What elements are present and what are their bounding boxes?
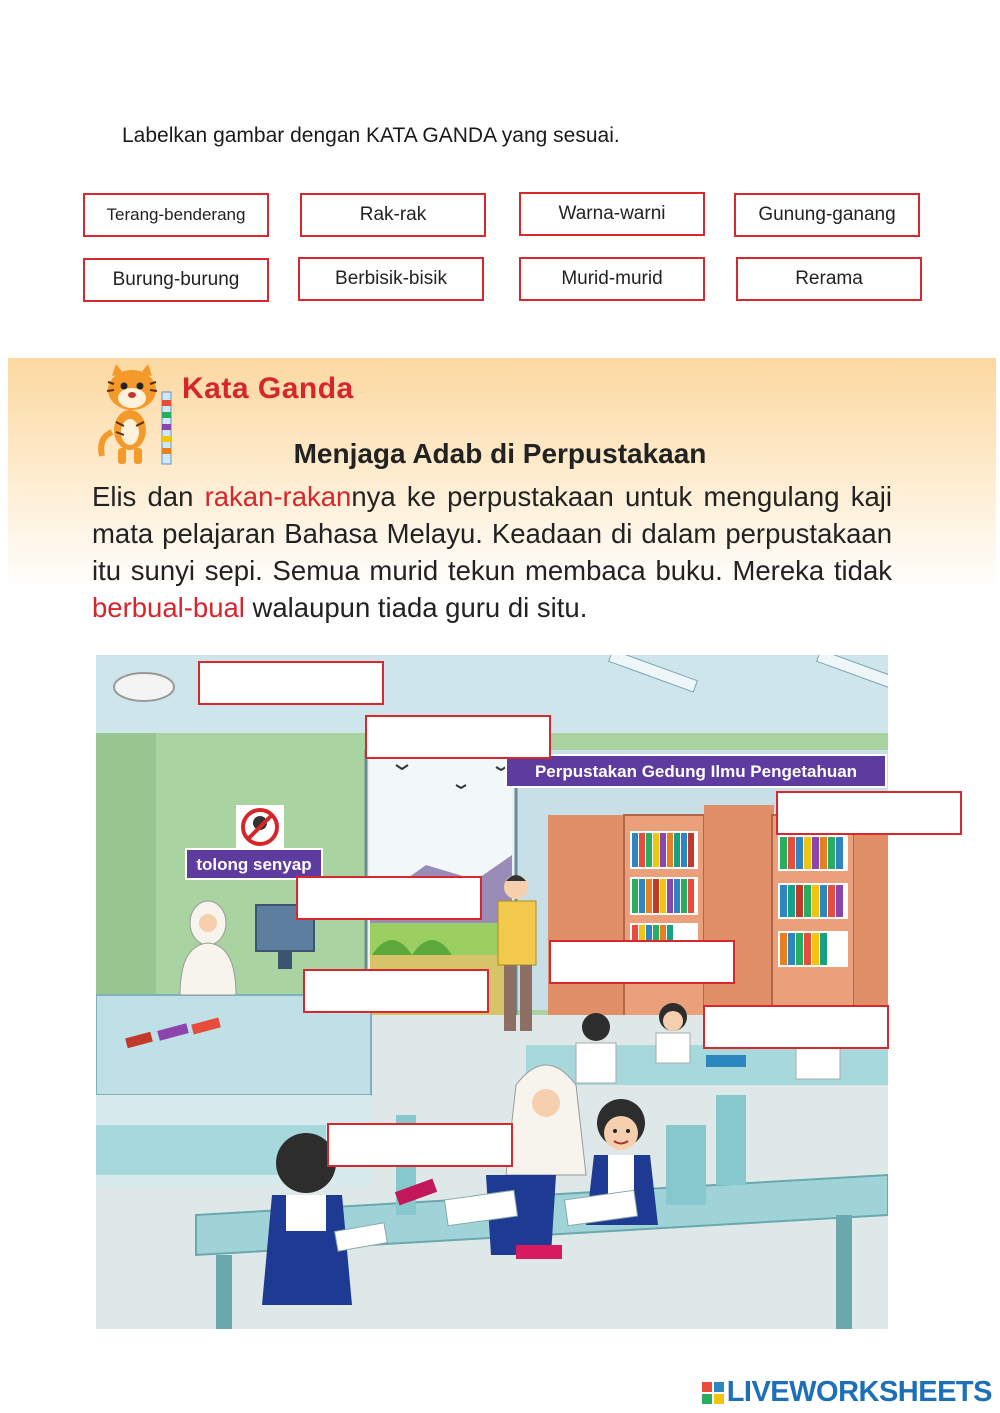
library-sign: Perpustakan Gedung Ilmu Pengetahuan bbox=[534, 762, 858, 781]
word-option[interactable]: Rerama bbox=[736, 257, 922, 301]
answer-box[interactable] bbox=[365, 715, 551, 759]
story-title: Menjaga Adab di Perpustakaan bbox=[293, 438, 707, 469]
word-option[interactable]: Terang-benderang bbox=[83, 193, 269, 237]
word-option[interactable]: Gunung-ganang bbox=[734, 193, 920, 237]
instruction-text: Labelkan gambar dengan KATA GANDA yang sesuai. bbox=[122, 124, 620, 147]
story-text: nya ke perpustakaan untuk mengulang kaji mata pelajaran Bahasa Melayu. Keadaan di dalam perpustakaan itu sunyi sepi. Semua murid tekun membaca buku. Mereka tidak bbox=[92, 481, 892, 586]
answer-box[interactable] bbox=[327, 1123, 513, 1167]
answer-box[interactable] bbox=[703, 1005, 889, 1049]
word-option[interactable]: Rak-rak bbox=[300, 193, 486, 237]
quiet-sign: tolong senyap bbox=[196, 855, 312, 874]
answer-box[interactable] bbox=[296, 876, 482, 920]
word-option[interactable]: Murid-murid bbox=[519, 257, 705, 301]
story-text: walaupun tiada guru di situ. bbox=[244, 592, 588, 623]
word-option[interactable]: Berbisik-bisik bbox=[298, 257, 484, 301]
liveworksheets-logo bbox=[702, 1376, 992, 1409]
answer-box[interactable] bbox=[549, 940, 735, 984]
brand-name: LIVEWORKSHEETS bbox=[726, 1376, 992, 1408]
answer-box[interactable] bbox=[303, 969, 489, 1013]
story-paragraph bbox=[92, 478, 892, 626]
answer-box[interactable] bbox=[198, 661, 384, 705]
section-title: Kata Ganda bbox=[182, 372, 354, 405]
logo-squares-icon bbox=[702, 1382, 724, 1404]
story-text: Elis dan bbox=[92, 481, 205, 512]
word-option[interactable]: Burung-burung bbox=[83, 258, 269, 302]
highlighted-word: berbual-bual bbox=[92, 592, 245, 623]
word-option[interactable]: Warna-warni bbox=[519, 192, 705, 236]
highlighted-word: rakan-rakan bbox=[204, 481, 352, 512]
answer-box[interactable] bbox=[776, 791, 962, 835]
